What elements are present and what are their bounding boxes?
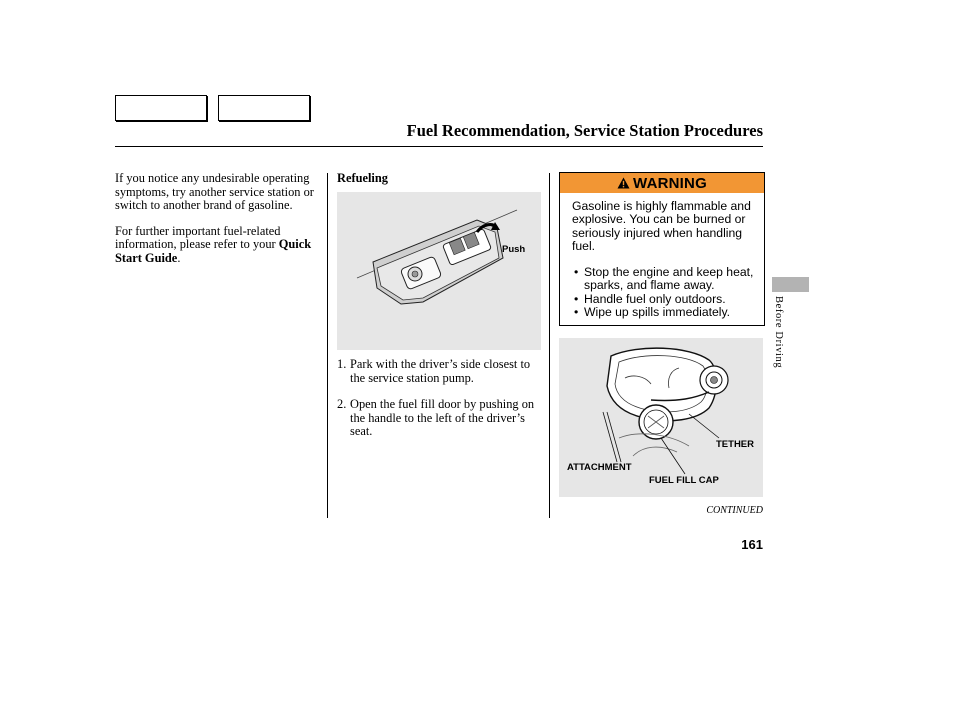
- nav-box-1[interactable]: [115, 95, 207, 121]
- nav-box-2[interactable]: [218, 95, 310, 121]
- continued-label: CONTINUED: [706, 505, 763, 516]
- page-title: Fuel Recommendation, Service Station Procedures: [406, 121, 763, 140]
- refueling-heading: Refueling: [337, 171, 388, 185]
- tether-label: TETHER: [716, 439, 754, 450]
- step-1-number: 1.: [337, 357, 347, 371]
- step-2-text: Open the fuel fill door by pushing on the handle to the left of the driver’s seat.: [350, 397, 535, 439]
- warning-heading: WARNING: [633, 174, 707, 192]
- warning-bullets: [572, 266, 756, 319]
- warning-bullet-1: • Stop the engine and keep heat, sparks, and flame away.: [572, 266, 756, 293]
- push-label: Push: [502, 244, 526, 255]
- warning-box: [559, 172, 765, 326]
- fuel-door-handle-illustration: [337, 192, 541, 350]
- step-1-text: Park with the driver’s side closest to the service station pump.: [350, 357, 531, 385]
- step-2-number: 2.: [337, 397, 347, 412]
- paragraph-symptoms: If you notice any undesirable operating symptoms, try another service station or switch to another brand of gasoline.: [115, 171, 314, 213]
- warning-header: [560, 173, 764, 193]
- guide-suffix: .: [177, 250, 181, 265]
- fuel-cap-illustration: [559, 338, 763, 497]
- step-2: [337, 398, 543, 439]
- title-rule: [115, 146, 763, 147]
- fuel-fill-cap-label: FUEL FILL CAP: [649, 475, 719, 486]
- quick-start-guide-ref: Quick Start Guide: [115, 237, 312, 265]
- warning-bullet-2: • Handle fuel only outdoors.: [572, 293, 756, 306]
- warning-intro: Gasoline is highly flammable and explosive. You can be burned or seriously injured when handling fuel.: [572, 199, 751, 253]
- refueling-steps: [337, 358, 543, 439]
- step-1: [337, 358, 543, 385]
- page-number: 161: [741, 537, 763, 552]
- chapter-side-label: Before Driving: [773, 296, 784, 369]
- chapter-side-tab[interactable]: [772, 277, 809, 292]
- paragraph-guide: [115, 225, 320, 266]
- warning-bullet-3: • Wipe up spills immediately.: [572, 306, 756, 319]
- column-divider-2: [549, 173, 550, 518]
- left-column: [115, 172, 320, 278]
- guide-prefix: For further important fuel-related information, please refer to your: [115, 223, 281, 252]
- column-divider-1: [327, 173, 328, 518]
- fuel-cap-figure: [559, 338, 763, 497]
- fuel-door-figure: [337, 192, 541, 350]
- attachment-label: ATTACHMENT: [567, 462, 632, 473]
- warning-triangle-icon: [617, 177, 630, 189]
- warning-body: [560, 193, 764, 319]
